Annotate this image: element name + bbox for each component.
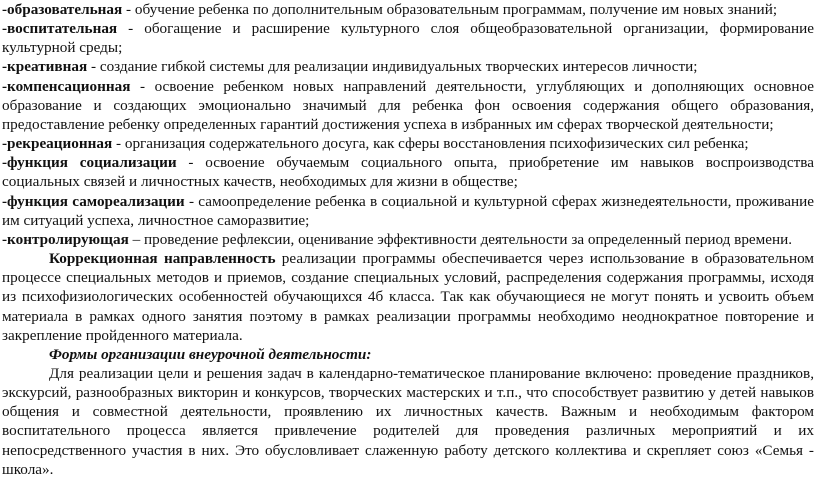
forms-paragraph: Для реализации цели и решения задач в календарно-тематическое планирование включено: проведение праздников, экскурсий, разнообразных викторин и конкурсов, творческих мастерских и т.п., что способствует развитию у детей навыков общения и совместной деятельности, проявлению их личностных качеств. Важным и необходимым фактором воспитательного процесса является привлечение родителей для проведения различных мероприятий и их непосредственного участия в них. Это обусловливает слаженную работу детского коллектива и скрепляет союз «Семья - школа». [2,364,814,478]
function-item [2,134,814,153]
function-description: создание гибкой системы для реализации индивидуальных творческих интересов личности; [99,58,698,76]
function-item [2,77,814,134]
function-description: обогащение и расширение культурного слоя общеобразовательной организации, формирование культурной среды; [2,20,815,57]
function-item [2,57,814,76]
function-item [2,153,814,191]
function-description: освоение ребенком новых направлений деятельности, углубляющих и дополняющих основное образование и создающих эмоционально значимый для ребенка фон освоения содержания общего образования, предоставление ребенку определенных гарантий достижения успеха в избранных им сферах творческой деятельности; [2,77,814,133]
function-term: -воспитательная [2,20,118,38]
separator: - [176,154,206,172]
function-term: -функция самореализации [2,192,185,210]
function-term: -креативная [2,58,88,76]
function-description: самоопределение ребенка в социальной и культурной сферах жизнедеятельности, проживание им ситуаций успеха, личностное саморазвитие; [2,192,814,229]
function-item [2,192,814,230]
function-term: -образовательная [2,1,123,18]
separator: - [117,20,145,38]
correction-text: реализации программы обеспечивается через использование в образовательном процессе специальных методов и приемов, создание специальных условий, распределения содержания программы, исходя из психофизиологических особенностей обучающихся 4б класса. Так как обучающиеся не могут понять и усвоить объем материала в рамках одного занятия поэтому в рамках реализации программы необходимо неоднократное повторение и закрепление пройденного материала. [2,250,814,344]
function-term: -контролирующая [2,230,129,248]
function-term: -компенсационная [2,77,131,95]
separator: - [184,192,199,210]
function-description: проведение рефлексии, оценивание эффективности деятельности за определенный период времени. [143,230,793,248]
function-term: -рекреационная [2,135,113,153]
function-description: обучение ребенка по дополнительным образовательным программам, получение им новых знаний; [134,1,778,18]
correction-paragraph [2,249,814,345]
correction-term: Коррекционная направленность [49,250,276,268]
separator: - [130,77,155,95]
function-description: организация содержательного досуга, как сферы восстановления психофизических сил ребенка; [124,135,749,153]
function-item [2,230,814,249]
separator: - [112,135,125,153]
function-item [2,19,814,57]
separator: – [128,230,144,248]
forms-heading: Формы организации внеурочной деятельности: [49,345,372,363]
function-item [2,0,814,19]
function-description: освоение обучаемым социального опыта, приобретение им навыков воспроизводства социальных связей и личностных качеств, необходимых для жизни в обществе; [2,154,814,191]
function-term: -функция социализации [2,154,177,172]
separator: - [87,58,100,76]
separator: - [122,1,135,18]
